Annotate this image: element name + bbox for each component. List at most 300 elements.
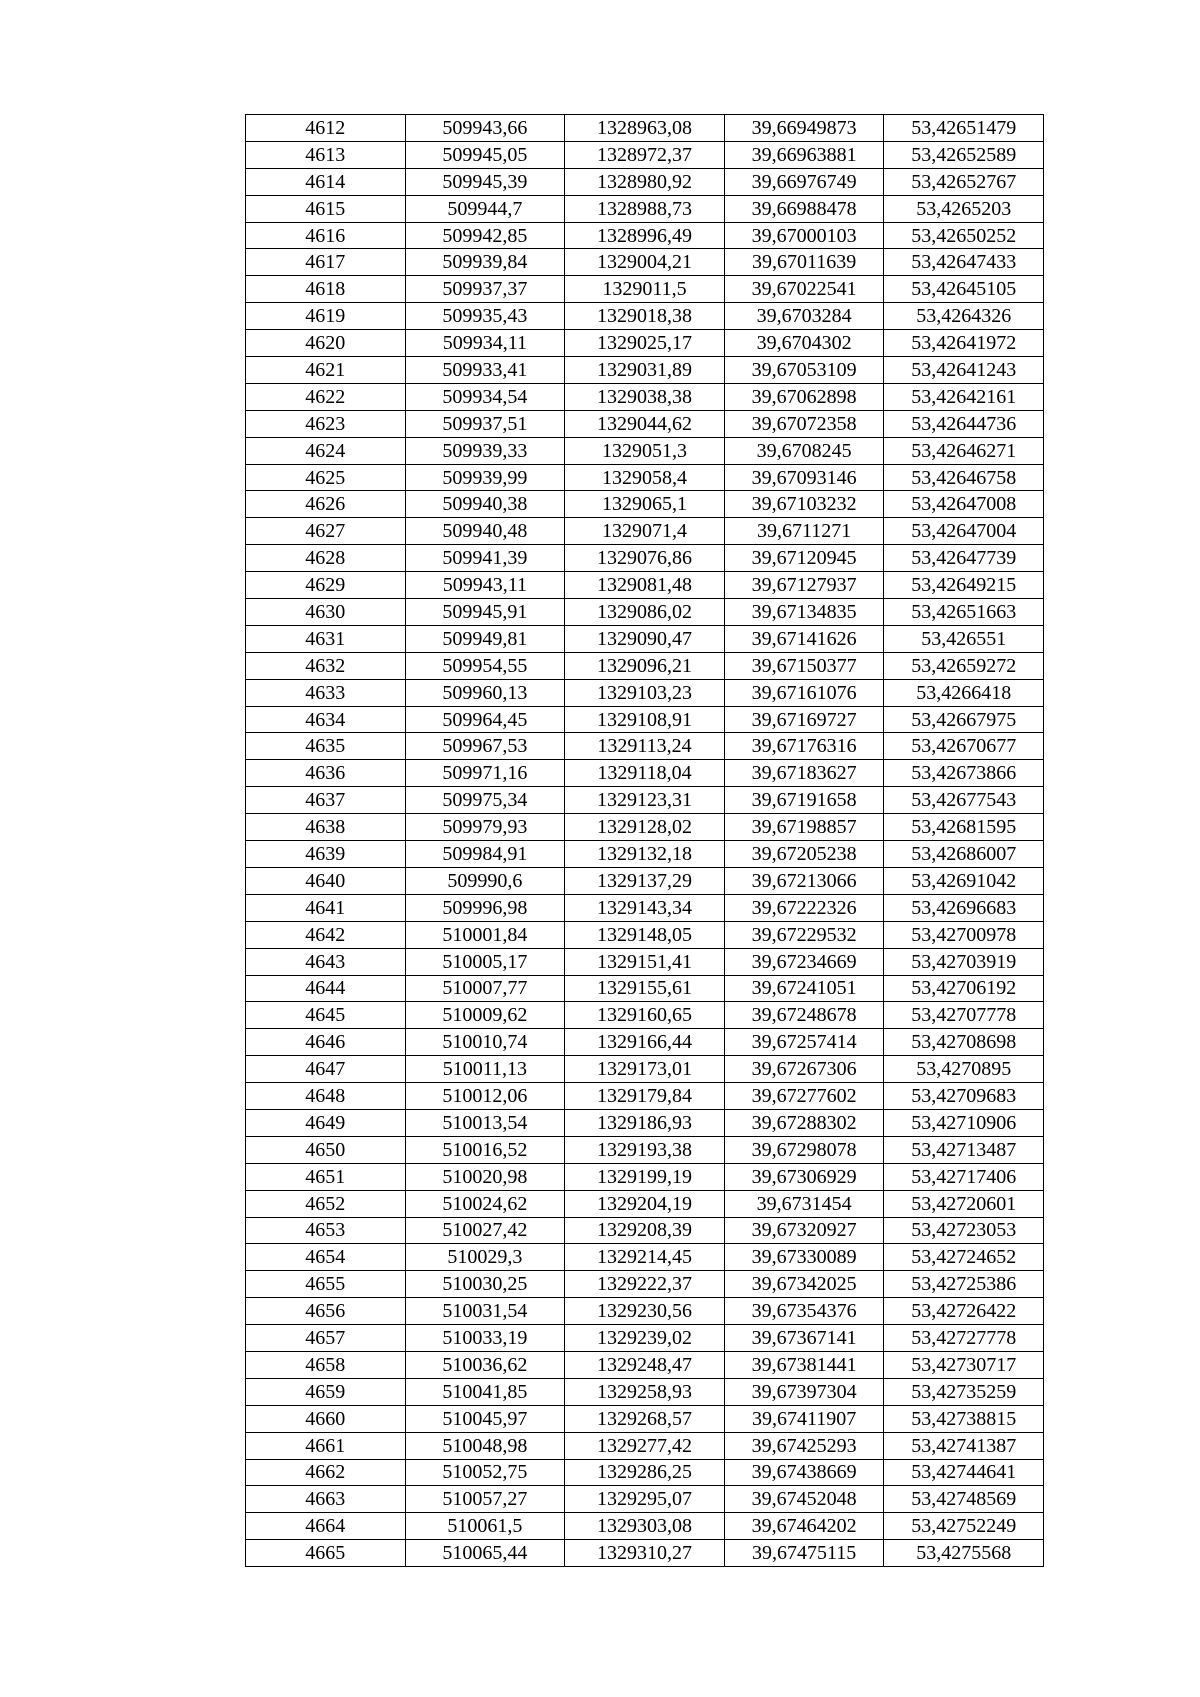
y-coordinate-cell: 1329179,84 <box>565 1083 725 1110</box>
latitude-cell: 53,42641972 <box>884 330 1044 357</box>
y-coordinate-cell: 1329148,05 <box>565 921 725 948</box>
point-number-cell: 4658 <box>246 1351 406 1378</box>
table-row <box>246 195 1044 222</box>
point-number-cell: 4630 <box>246 599 406 626</box>
y-coordinate-cell: 1329086,02 <box>565 599 725 626</box>
longitude-cell: 39,67093146 <box>724 464 884 491</box>
x-coordinate-cell: 510001,84 <box>405 921 565 948</box>
y-coordinate-cell: 1329090,47 <box>565 625 725 652</box>
longitude-cell: 39,6703284 <box>724 303 884 330</box>
x-coordinate-cell: 509984,91 <box>405 841 565 868</box>
point-number-cell: 4643 <box>246 948 406 975</box>
y-coordinate-cell: 1329123,31 <box>565 787 725 814</box>
table-row <box>246 410 1044 437</box>
table-row <box>246 383 1044 410</box>
point-number-cell: 4664 <box>246 1513 406 1540</box>
latitude-cell: 53,42703919 <box>884 948 1044 975</box>
y-coordinate-cell: 1329230,56 <box>565 1298 725 1325</box>
x-coordinate-cell: 509935,43 <box>405 303 565 330</box>
table-row <box>246 921 1044 948</box>
y-coordinate-cell: 1329096,21 <box>565 652 725 679</box>
point-number-cell: 4642 <box>246 921 406 948</box>
table-row <box>246 518 1044 545</box>
point-number-cell: 4633 <box>246 679 406 706</box>
table-row <box>246 787 1044 814</box>
table-row <box>246 1163 1044 1190</box>
point-number-cell: 4648 <box>246 1083 406 1110</box>
y-coordinate-cell: 1329018,38 <box>565 303 725 330</box>
table-row <box>246 276 1044 303</box>
table-row <box>246 867 1044 894</box>
longitude-cell: 39,67191658 <box>724 787 884 814</box>
x-coordinate-cell: 509945,39 <box>405 168 565 195</box>
x-coordinate-cell: 509979,93 <box>405 814 565 841</box>
latitude-cell: 53,42642161 <box>884 383 1044 410</box>
point-number-cell: 4622 <box>246 383 406 410</box>
longitude-cell: 39,66988478 <box>724 195 884 222</box>
table-row <box>246 1271 1044 1298</box>
x-coordinate-cell: 509939,33 <box>405 437 565 464</box>
longitude-cell: 39,66949873 <box>724 115 884 142</box>
latitude-cell: 53,42652767 <box>884 168 1044 195</box>
x-coordinate-cell: 510024,62 <box>405 1190 565 1217</box>
y-coordinate-cell: 1329295,07 <box>565 1486 725 1513</box>
longitude-cell: 39,67306929 <box>724 1163 884 1190</box>
longitude-cell: 39,6731454 <box>724 1190 884 1217</box>
longitude-cell: 39,67176316 <box>724 733 884 760</box>
table-row <box>246 625 1044 652</box>
x-coordinate-cell: 510052,75 <box>405 1459 565 1486</box>
x-coordinate-cell: 510013,54 <box>405 1109 565 1136</box>
longitude-cell: 39,67248678 <box>724 1002 884 1029</box>
x-coordinate-cell: 509960,13 <box>405 679 565 706</box>
x-coordinate-cell: 510041,85 <box>405 1378 565 1405</box>
y-coordinate-cell: 1329173,01 <box>565 1056 725 1083</box>
table-row <box>246 330 1044 357</box>
table-row <box>246 491 1044 518</box>
latitude-cell: 53,42647008 <box>884 491 1044 518</box>
latitude-cell: 53,42645105 <box>884 276 1044 303</box>
x-coordinate-cell: 510033,19 <box>405 1325 565 1352</box>
x-coordinate-cell: 510048,98 <box>405 1432 565 1459</box>
x-coordinate-cell: 509939,99 <box>405 464 565 491</box>
table-row <box>246 1325 1044 1352</box>
y-coordinate-cell: 1329160,65 <box>565 1002 725 1029</box>
y-coordinate-cell: 1329248,47 <box>565 1351 725 1378</box>
y-coordinate-cell: 1329204,19 <box>565 1190 725 1217</box>
x-coordinate-cell: 509954,55 <box>405 652 565 679</box>
longitude-cell: 39,67127937 <box>724 572 884 599</box>
point-number-cell: 4644 <box>246 975 406 1002</box>
point-number-cell: 4638 <box>246 814 406 841</box>
table-row <box>246 1405 1044 1432</box>
x-coordinate-cell: 509940,38 <box>405 491 565 518</box>
point-number-cell: 4626 <box>246 491 406 518</box>
y-coordinate-cell: 1329038,38 <box>565 383 725 410</box>
x-coordinate-cell: 510029,3 <box>405 1244 565 1271</box>
coordinates-table <box>245 114 1044 1567</box>
x-coordinate-cell: 509934,11 <box>405 330 565 357</box>
y-coordinate-cell: 1329258,93 <box>565 1378 725 1405</box>
point-number-cell: 4617 <box>246 249 406 276</box>
latitude-cell: 53,42725386 <box>884 1271 1044 1298</box>
point-number-cell: 4637 <box>246 787 406 814</box>
longitude-cell: 39,67381441 <box>724 1351 884 1378</box>
point-number-cell: 4665 <box>246 1540 406 1567</box>
table-row <box>246 1109 1044 1136</box>
table-row <box>246 1002 1044 1029</box>
y-coordinate-cell: 1329065,1 <box>565 491 725 518</box>
point-number-cell: 4628 <box>246 545 406 572</box>
table-row <box>246 249 1044 276</box>
longitude-cell: 39,67464202 <box>724 1513 884 1540</box>
latitude-cell: 53,42670677 <box>884 733 1044 760</box>
table-body <box>246 115 1044 1567</box>
x-coordinate-cell: 509943,66 <box>405 115 565 142</box>
latitude-cell: 53,42710906 <box>884 1109 1044 1136</box>
table-row <box>246 975 1044 1002</box>
point-number-cell: 4659 <box>246 1378 406 1405</box>
table-row <box>246 814 1044 841</box>
x-coordinate-cell: 510065,44 <box>405 1540 565 1567</box>
longitude-cell: 39,67438669 <box>724 1459 884 1486</box>
latitude-cell: 53,42717406 <box>884 1163 1044 1190</box>
point-number-cell: 4636 <box>246 760 406 787</box>
x-coordinate-cell: 509971,16 <box>405 760 565 787</box>
x-coordinate-cell: 509945,05 <box>405 141 565 168</box>
y-coordinate-cell: 1328996,49 <box>565 222 725 249</box>
y-coordinate-cell: 1329151,41 <box>565 948 725 975</box>
point-number-cell: 4614 <box>246 168 406 195</box>
y-coordinate-cell: 1329208,39 <box>565 1217 725 1244</box>
latitude-cell: 53,42644736 <box>884 410 1044 437</box>
x-coordinate-cell: 510057,27 <box>405 1486 565 1513</box>
x-coordinate-cell: 509967,53 <box>405 733 565 760</box>
table-row <box>246 733 1044 760</box>
table-row <box>246 1244 1044 1271</box>
x-coordinate-cell: 510011,13 <box>405 1056 565 1083</box>
table-row <box>246 1298 1044 1325</box>
latitude-cell: 53,42667975 <box>884 706 1044 733</box>
y-coordinate-cell: 1329044,62 <box>565 410 725 437</box>
y-coordinate-cell: 1328988,73 <box>565 195 725 222</box>
latitude-cell: 53,42730717 <box>884 1351 1044 1378</box>
latitude-cell: 53,42646271 <box>884 437 1044 464</box>
latitude-cell: 53,42724652 <box>884 1244 1044 1271</box>
longitude-cell: 39,67452048 <box>724 1486 884 1513</box>
table-row <box>246 679 1044 706</box>
y-coordinate-cell: 1329310,27 <box>565 1540 725 1567</box>
x-coordinate-cell: 510010,74 <box>405 1029 565 1056</box>
point-number-cell: 4652 <box>246 1190 406 1217</box>
point-number-cell: 4653 <box>246 1217 406 1244</box>
x-coordinate-cell: 509942,85 <box>405 222 565 249</box>
y-coordinate-cell: 1329004,21 <box>565 249 725 276</box>
y-coordinate-cell: 1329166,44 <box>565 1029 725 1056</box>
longitude-cell: 39,67134835 <box>724 599 884 626</box>
longitude-cell: 39,67342025 <box>724 1271 884 1298</box>
latitude-cell: 53,42647433 <box>884 249 1044 276</box>
x-coordinate-cell: 510012,06 <box>405 1083 565 1110</box>
latitude-cell: 53,42727778 <box>884 1325 1044 1352</box>
y-coordinate-cell: 1329025,17 <box>565 330 725 357</box>
point-number-cell: 4625 <box>246 464 406 491</box>
latitude-cell: 53,42691042 <box>884 867 1044 894</box>
y-coordinate-cell: 1329108,91 <box>565 706 725 733</box>
longitude-cell: 39,67053109 <box>724 357 884 384</box>
latitude-cell: 53,4270895 <box>884 1056 1044 1083</box>
longitude-cell: 39,67141626 <box>724 625 884 652</box>
table-row <box>246 1540 1044 1567</box>
y-coordinate-cell: 1328980,92 <box>565 168 725 195</box>
latitude-cell: 53,42641243 <box>884 357 1044 384</box>
latitude-cell: 53,42650252 <box>884 222 1044 249</box>
latitude-cell: 53,4266418 <box>884 679 1044 706</box>
latitude-cell: 53,42748569 <box>884 1486 1044 1513</box>
latitude-cell: 53,42686007 <box>884 841 1044 868</box>
point-number-cell: 4613 <box>246 141 406 168</box>
latitude-cell: 53,42744641 <box>884 1459 1044 1486</box>
longitude-cell: 39,67169727 <box>724 706 884 733</box>
latitude-cell: 53,42709683 <box>884 1083 1044 1110</box>
latitude-cell: 53,42707778 <box>884 1002 1044 1029</box>
x-coordinate-cell: 509937,37 <box>405 276 565 303</box>
longitude-cell: 39,67330089 <box>724 1244 884 1271</box>
longitude-cell: 39,67222326 <box>724 894 884 921</box>
latitude-cell: 53,42752249 <box>884 1513 1044 1540</box>
latitude-cell: 53,42647739 <box>884 545 1044 572</box>
point-number-cell: 4663 <box>246 1486 406 1513</box>
latitude-cell: 53,42696683 <box>884 894 1044 921</box>
longitude-cell: 39,67213066 <box>724 867 884 894</box>
point-number-cell: 4645 <box>246 1002 406 1029</box>
longitude-cell: 39,67072358 <box>724 410 884 437</box>
table-row <box>246 141 1044 168</box>
x-coordinate-cell: 509996,98 <box>405 894 565 921</box>
longitude-cell: 39,67229532 <box>724 921 884 948</box>
longitude-cell: 39,67011639 <box>724 249 884 276</box>
x-coordinate-cell: 509964,45 <box>405 706 565 733</box>
table-row <box>246 652 1044 679</box>
point-number-cell: 4621 <box>246 357 406 384</box>
y-coordinate-cell: 1329222,37 <box>565 1271 725 1298</box>
latitude-cell: 53,42646758 <box>884 464 1044 491</box>
x-coordinate-cell: 510005,17 <box>405 948 565 975</box>
table-row <box>246 948 1044 975</box>
x-coordinate-cell: 509945,91 <box>405 599 565 626</box>
y-coordinate-cell: 1329118,04 <box>565 760 725 787</box>
table-row <box>246 357 1044 384</box>
y-coordinate-cell: 1329186,93 <box>565 1109 725 1136</box>
longitude-cell: 39,67257414 <box>724 1029 884 1056</box>
table-row <box>246 545 1044 572</box>
y-coordinate-cell: 1329286,25 <box>565 1459 725 1486</box>
table-row <box>246 894 1044 921</box>
y-coordinate-cell: 1329268,57 <box>565 1405 725 1432</box>
y-coordinate-cell: 1329031,89 <box>565 357 725 384</box>
table-row <box>246 1486 1044 1513</box>
x-coordinate-cell: 510061,5 <box>405 1513 565 1540</box>
table-row <box>246 168 1044 195</box>
y-coordinate-cell: 1329051,3 <box>565 437 725 464</box>
table-row <box>246 464 1044 491</box>
latitude-cell: 53,42651479 <box>884 115 1044 142</box>
longitude-cell: 39,67367141 <box>724 1325 884 1352</box>
longitude-cell: 39,67150377 <box>724 652 884 679</box>
point-number-cell: 4649 <box>246 1109 406 1136</box>
point-number-cell: 4651 <box>246 1163 406 1190</box>
table-row <box>246 115 1044 142</box>
point-number-cell: 4634 <box>246 706 406 733</box>
longitude-cell: 39,66963881 <box>724 141 884 168</box>
x-coordinate-cell: 509975,34 <box>405 787 565 814</box>
point-number-cell: 4620 <box>246 330 406 357</box>
x-coordinate-cell: 510036,62 <box>405 1351 565 1378</box>
point-number-cell: 4623 <box>246 410 406 437</box>
latitude-cell: 53,426551 <box>884 625 1044 652</box>
longitude-cell: 39,67397304 <box>724 1378 884 1405</box>
latitude-cell: 53,4275568 <box>884 1540 1044 1567</box>
longitude-cell: 39,67000103 <box>724 222 884 249</box>
y-coordinate-cell: 1329058,4 <box>565 464 725 491</box>
latitude-cell: 53,42706192 <box>884 975 1044 1002</box>
y-coordinate-cell: 1329076,86 <box>565 545 725 572</box>
latitude-cell: 53,42681595 <box>884 814 1044 841</box>
x-coordinate-cell: 510030,25 <box>405 1271 565 1298</box>
x-coordinate-cell: 510020,98 <box>405 1163 565 1190</box>
table-row <box>246 437 1044 464</box>
longitude-cell: 39,6704302 <box>724 330 884 357</box>
table-row <box>246 1432 1044 1459</box>
point-number-cell: 4639 <box>246 841 406 868</box>
x-coordinate-cell: 510045,97 <box>405 1405 565 1432</box>
longitude-cell: 39,67198857 <box>724 814 884 841</box>
y-coordinate-cell: 1329193,38 <box>565 1136 725 1163</box>
latitude-cell: 53,42726422 <box>884 1298 1044 1325</box>
longitude-cell: 39,67161076 <box>724 679 884 706</box>
table-row <box>246 1378 1044 1405</box>
table-row <box>246 1459 1044 1486</box>
point-number-cell: 4612 <box>246 115 406 142</box>
table-row <box>246 841 1044 868</box>
y-coordinate-cell: 1329113,24 <box>565 733 725 760</box>
x-coordinate-cell: 509937,51 <box>405 410 565 437</box>
x-coordinate-cell: 510027,42 <box>405 1217 565 1244</box>
longitude-cell: 39,67411907 <box>724 1405 884 1432</box>
longitude-cell: 39,67298078 <box>724 1136 884 1163</box>
point-number-cell: 4616 <box>246 222 406 249</box>
y-coordinate-cell: 1329214,45 <box>565 1244 725 1271</box>
table-row <box>246 1029 1044 1056</box>
longitude-cell: 39,67425293 <box>724 1432 884 1459</box>
point-number-cell: 4655 <box>246 1271 406 1298</box>
point-number-cell: 4647 <box>246 1056 406 1083</box>
point-number-cell: 4635 <box>246 733 406 760</box>
longitude-cell: 39,67277602 <box>724 1083 884 1110</box>
longitude-cell: 39,66976749 <box>724 168 884 195</box>
table-row <box>246 760 1044 787</box>
table-row <box>246 1056 1044 1083</box>
table-row <box>246 1513 1044 1540</box>
table-row <box>246 1217 1044 1244</box>
table-row <box>246 1190 1044 1217</box>
x-coordinate-cell: 509933,41 <box>405 357 565 384</box>
latitude-cell: 53,42723053 <box>884 1217 1044 1244</box>
y-coordinate-cell: 1329199,19 <box>565 1163 725 1190</box>
point-number-cell: 4629 <box>246 572 406 599</box>
latitude-cell: 53,42700978 <box>884 921 1044 948</box>
latitude-cell: 53,42673866 <box>884 760 1044 787</box>
y-coordinate-cell: 1329137,29 <box>565 867 725 894</box>
latitude-cell: 53,42708698 <box>884 1029 1044 1056</box>
point-number-cell: 4660 <box>246 1405 406 1432</box>
point-number-cell: 4631 <box>246 625 406 652</box>
latitude-cell: 53,42735259 <box>884 1378 1044 1405</box>
longitude-cell: 39,67103232 <box>724 491 884 518</box>
latitude-cell: 53,4265203 <box>884 195 1044 222</box>
table-row <box>246 706 1044 733</box>
longitude-cell: 39,67062898 <box>724 383 884 410</box>
longitude-cell: 39,67267306 <box>724 1056 884 1083</box>
latitude-cell: 53,42677543 <box>884 787 1044 814</box>
latitude-cell: 53,42651663 <box>884 599 1044 626</box>
x-coordinate-cell: 510007,77 <box>405 975 565 1002</box>
point-number-cell: 4624 <box>246 437 406 464</box>
y-coordinate-cell: 1328963,08 <box>565 115 725 142</box>
point-number-cell: 4618 <box>246 276 406 303</box>
x-coordinate-cell: 509990,6 <box>405 867 565 894</box>
table-row <box>246 1351 1044 1378</box>
y-coordinate-cell: 1329132,18 <box>565 841 725 868</box>
longitude-cell: 39,67241051 <box>724 975 884 1002</box>
y-coordinate-cell: 1329081,48 <box>565 572 725 599</box>
x-coordinate-cell: 510031,54 <box>405 1298 565 1325</box>
point-number-cell: 4654 <box>246 1244 406 1271</box>
x-coordinate-cell: 509939,84 <box>405 249 565 276</box>
latitude-cell: 53,42647004 <box>884 518 1044 545</box>
table-row <box>246 303 1044 330</box>
longitude-cell: 39,6708245 <box>724 437 884 464</box>
y-coordinate-cell: 1329277,42 <box>565 1432 725 1459</box>
y-coordinate-cell: 1329155,61 <box>565 975 725 1002</box>
x-coordinate-cell: 509940,48 <box>405 518 565 545</box>
latitude-cell: 53,42741387 <box>884 1432 1044 1459</box>
point-number-cell: 4619 <box>246 303 406 330</box>
point-number-cell: 4656 <box>246 1298 406 1325</box>
point-number-cell: 4640 <box>246 867 406 894</box>
longitude-cell: 39,6711271 <box>724 518 884 545</box>
longitude-cell: 39,67320927 <box>724 1217 884 1244</box>
x-coordinate-cell: 510016,52 <box>405 1136 565 1163</box>
y-coordinate-cell: 1329071,4 <box>565 518 725 545</box>
longitude-cell: 39,67475115 <box>724 1540 884 1567</box>
y-coordinate-cell: 1329011,5 <box>565 276 725 303</box>
x-coordinate-cell: 509944,7 <box>405 195 565 222</box>
latitude-cell: 53,42649215 <box>884 572 1044 599</box>
x-coordinate-cell: 509943,11 <box>405 572 565 599</box>
longitude-cell: 39,67288302 <box>724 1109 884 1136</box>
longitude-cell: 39,67354376 <box>724 1298 884 1325</box>
y-coordinate-cell: 1328972,37 <box>565 141 725 168</box>
point-number-cell: 4646 <box>246 1029 406 1056</box>
point-number-cell: 4661 <box>246 1432 406 1459</box>
latitude-cell: 53,42659272 <box>884 652 1044 679</box>
x-coordinate-cell: 509941,39 <box>405 545 565 572</box>
latitude-cell: 53,42720601 <box>884 1190 1044 1217</box>
longitude-cell: 39,67183627 <box>724 760 884 787</box>
point-number-cell: 4662 <box>246 1459 406 1486</box>
point-number-cell: 4657 <box>246 1325 406 1352</box>
